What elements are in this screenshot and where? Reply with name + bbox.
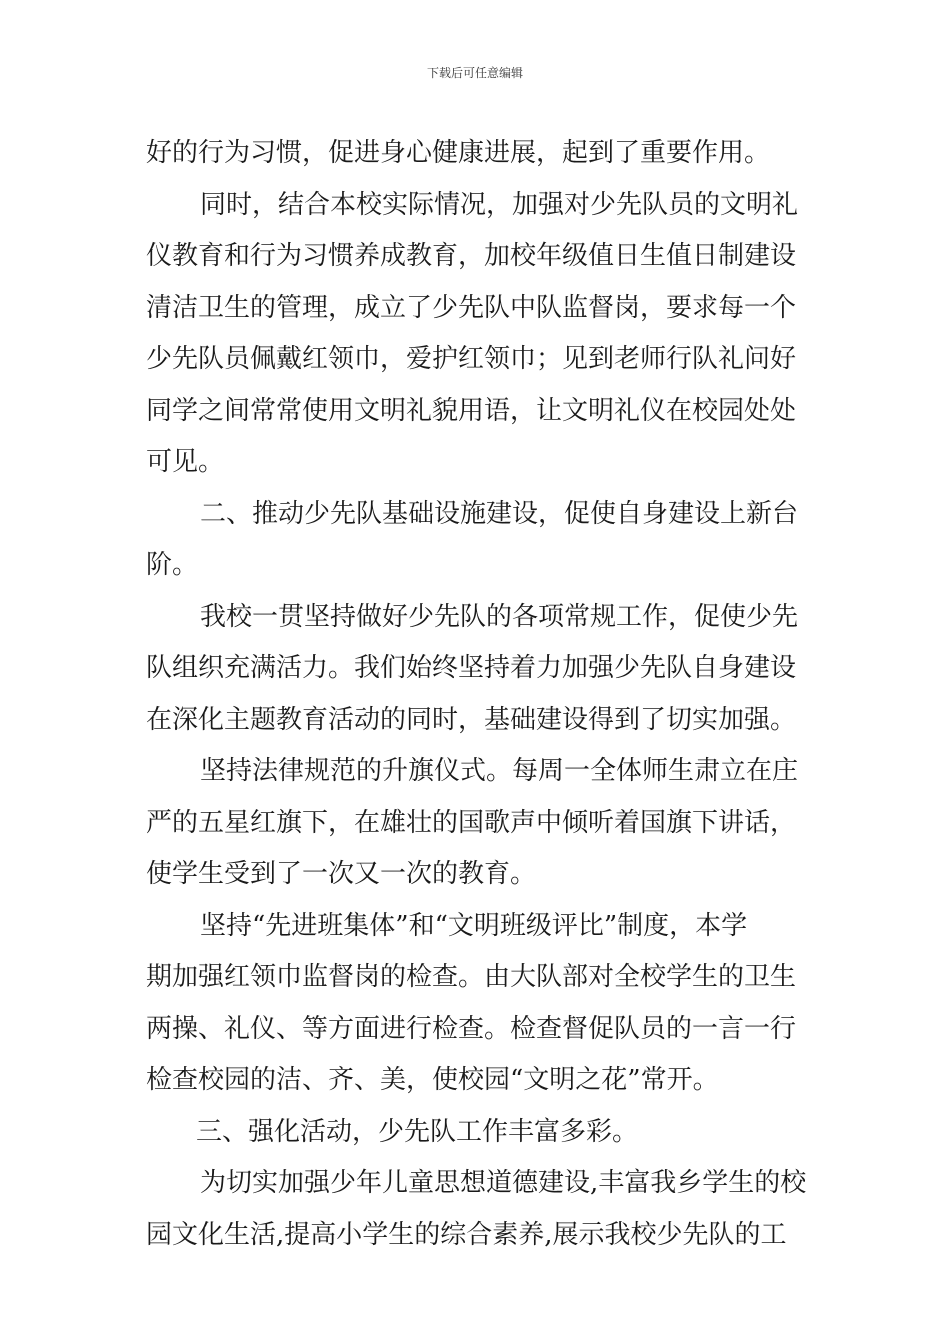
paragraph-line: 同时，结合本校实际情况，加强对少先队员的文明礼 [200,189,799,220]
paragraph-line: 可见。 [146,447,225,477]
paragraph-line: 我校一贯坚持做好少先队的各项常规工作，促使少先 [200,601,799,632]
paragraph-line: 好的行为习惯，促进身心健康进展，起到了重要作用。 [146,138,771,168]
paragraph-line: 两操、礼仪、等方面进行检查。检查督促队员的一言一行 [146,1013,797,1044]
body-text [146,128,810,1261]
paragraph-line: 使学生受到了一次又一次的教育。 [146,859,537,889]
paragraph-line: 阶。 [146,550,199,580]
paragraph-line: 园文化生活,提高小学生的综合素养,展示我校少先队的工 [146,1219,787,1250]
paragraph-line: 期加强红领巾监督岗的检查。由大队部对全校学生的卫生 [146,962,797,992]
paragraph-line: 坚持“先进班集体”和“文明班级评比”制度，本学 [200,910,748,941]
page-header: 下载后可任意编辑 [426,66,523,80]
section-heading: 三、强化活动，少先队工作丰富多彩。 [196,1116,639,1147]
paragraph-line: 仪教育和行为习惯养成教育，加校年级值日生值日制建设 [146,241,797,271]
paragraph-line: 在深化主题教育活动的同时，基础建设得到了切实加强。 [146,704,797,735]
paragraph-line: 严的五星红旗下，在雄壮的国歌声中倾听着国旗下讲话， [146,807,797,838]
paragraph-line: 清洁卫生的管理，成立了少先队中队监督岗，要求每一个 [146,292,797,323]
paragraph-line: 同学之间常常使用文明礼貌用语，让文明礼仪在校园处处 [146,395,797,426]
paragraph-line: 少先队员佩戴红领巾，爱护红领巾；见到老师行队礼问好 [146,344,797,374]
paragraph-line: 为切实加强少年儿童思想道德建设,丰富我乡学生的校 [200,1168,807,1198]
paragraph-line: 坚持法律规范的升旗仪式。每周一全体师生肃立在庄 [200,756,799,786]
paragraph-line: 检查校园的洁、齐、美，使校园“文明之花”常开。 [146,1065,719,1095]
paragraph-line: 队组织充满活力。我们始终坚持着力加强少先队自身建设 [146,653,797,683]
paragraph-line: 二、推动少先队基础设施建设，促使自身建设上新台 [200,498,799,529]
